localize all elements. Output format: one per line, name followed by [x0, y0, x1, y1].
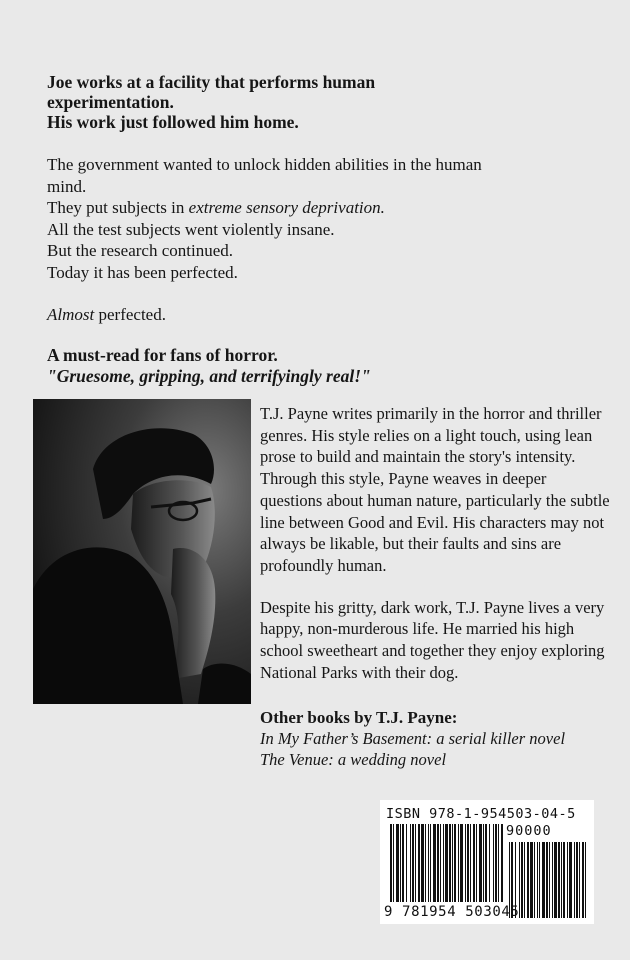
- headline-line-3: His work just followed him home.: [47, 112, 299, 132]
- body-line: Today it has been perfected.: [47, 262, 238, 282]
- author-photo: [33, 399, 251, 704]
- almost-word: Almost: [47, 305, 95, 324]
- body-line: All the test subjects went violently insane.: [47, 219, 335, 239]
- isbn-text: ISBN 978-1-954503-04-5: [386, 806, 576, 822]
- promo-line: A must-read for fans of horror.: [47, 345, 278, 365]
- emphasized-phrase: extreme sensory deprivation.: [188, 198, 385, 217]
- almost-perfected-line: [47, 304, 607, 325]
- author-portrait-image: [33, 399, 251, 704]
- author-bio: [260, 403, 610, 703]
- back-cover-blurb: [47, 72, 607, 387]
- body-line: The government wanted to unlock hidden abilities in the human: [47, 155, 482, 174]
- price-code: 90000: [506, 823, 552, 839]
- bio-paragraph-2: Despite his gritty, dark work, T.J. Payne lives a very happy, non-murderous life. He married his high school sweetheart and together they enjoy exploring National Parks with their dog.: [260, 597, 605, 682]
- other-books-heading: Other books by T.J. Payne:: [260, 708, 458, 727]
- other-books: [260, 707, 620, 770]
- promo-block: [47, 345, 607, 387]
- headline-line-1: Joe works at a facility that performs human: [47, 72, 376, 92]
- blurb-body: [47, 154, 607, 283]
- bio-paragraph-1: T.J. Payne writes primarily in the horror and thriller genres. His style relies on a light touch, using lean prose to build and maintain the story's intensity. Through this style, Payne weaves in deeper questions about human nature, particularly the subtle line between Good and Evil. His characters may not always be likable, but their faults and sins are profoundly human.: [260, 404, 610, 575]
- ean-digits: 9 781954 503045: [384, 904, 520, 920]
- blurb-headline: [47, 72, 607, 132]
- book-title: In My Father’s Basement: a serial killer novel: [260, 729, 566, 748]
- body-line: But the research continued.: [47, 241, 233, 260]
- almost-rest: perfected.: [94, 305, 166, 324]
- headline-line-2: experimentation.: [47, 92, 174, 112]
- book-title: The Venue: a wedding novel: [260, 750, 447, 769]
- body-line-prefix: They put subjects in: [47, 198, 189, 217]
- isbn-barcode: [380, 800, 594, 924]
- body-line: [47, 197, 607, 219]
- body-line: mind.: [47, 176, 87, 196]
- promo-quote: "Gruesome, gripping, and terrifyingly real!": [47, 366, 371, 386]
